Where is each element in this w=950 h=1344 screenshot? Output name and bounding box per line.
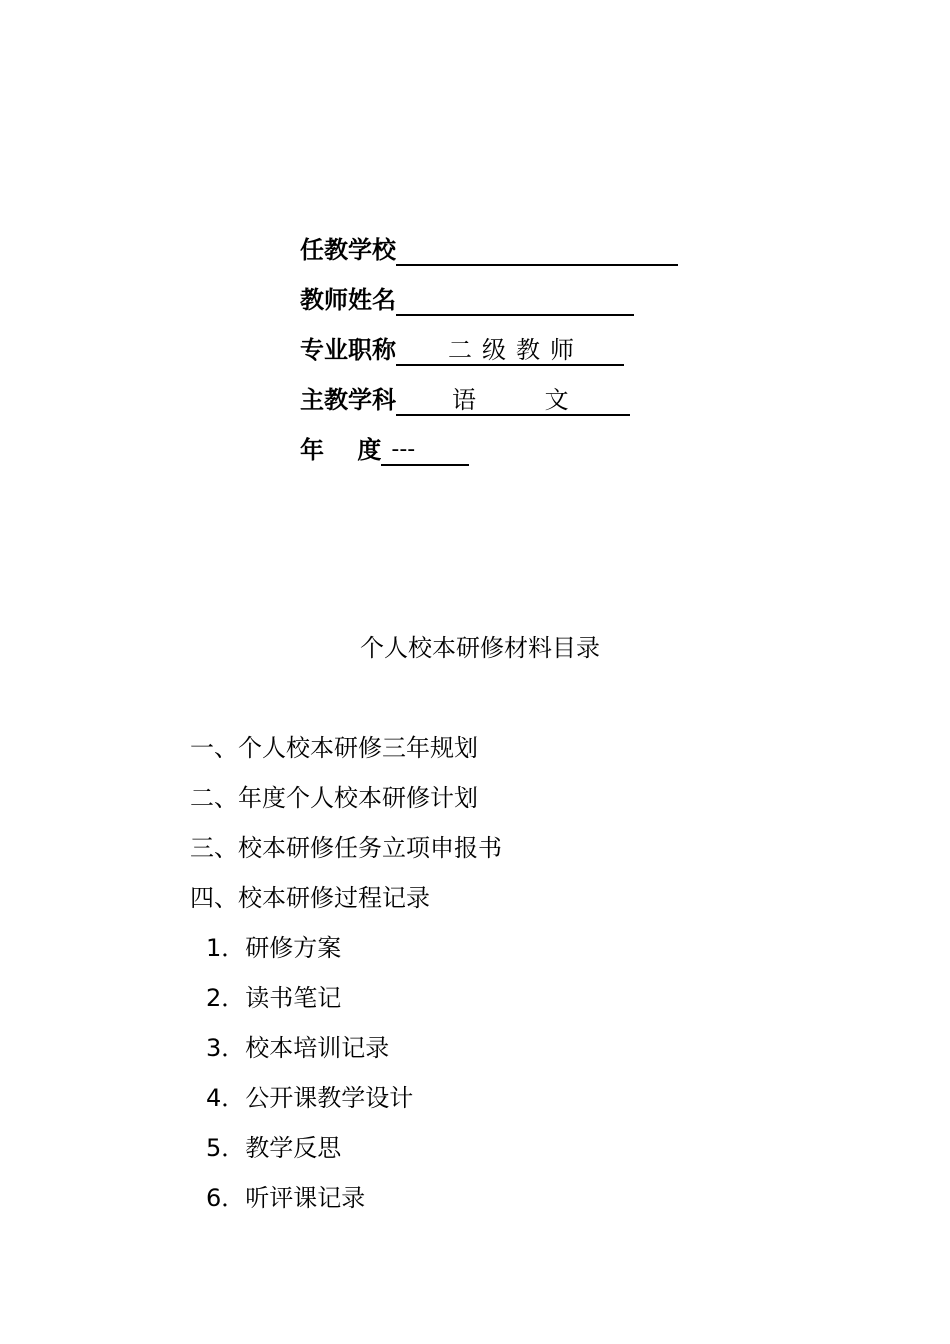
school-blank-line xyxy=(396,228,678,266)
year-value: --- xyxy=(391,437,416,462)
name-label: 教师姓名 xyxy=(300,286,396,314)
toc-item: 三、校本研修任务立项申报书 xyxy=(190,834,502,862)
title-row xyxy=(300,328,678,378)
toc-subitem: 5．教学反思 xyxy=(206,1134,342,1162)
toc-item: 四、校本研修过程记录 xyxy=(190,884,430,912)
title-blank-line xyxy=(396,328,624,366)
toc-subitem: 3．校本培训记录 xyxy=(206,1034,390,1062)
toc-list xyxy=(190,730,502,1230)
subject-blank-line xyxy=(396,378,630,416)
school-label: 任教学校 xyxy=(300,236,396,264)
toc-item: 二、年度个人校本研修计划 xyxy=(190,784,478,812)
school-row xyxy=(300,228,678,278)
year-label: 年 度 xyxy=(300,436,382,464)
subject-value: 语 文 xyxy=(452,386,569,414)
teacher-info-form xyxy=(300,228,678,478)
toc-subitem: 2．读书笔记 xyxy=(206,984,342,1012)
name-blank-line xyxy=(396,278,634,316)
toc-title: 个人校本研修材料目录 xyxy=(360,634,600,662)
year-blank-line xyxy=(381,428,469,466)
subject-row xyxy=(300,378,678,428)
toc-subitem: 4．公开课教学设计 xyxy=(206,1084,414,1112)
year-row xyxy=(300,428,678,478)
title-value: 二级教师 xyxy=(448,336,584,364)
toc-item: 一、个人校本研修三年规划 xyxy=(190,734,478,762)
title-label: 专业职称 xyxy=(300,336,396,364)
toc-subitem: 6．听评课记录 xyxy=(206,1184,366,1212)
toc-subitem: 1．研修方案 xyxy=(206,934,342,962)
subject-label: 主教学科 xyxy=(300,386,396,414)
name-row xyxy=(300,278,678,328)
